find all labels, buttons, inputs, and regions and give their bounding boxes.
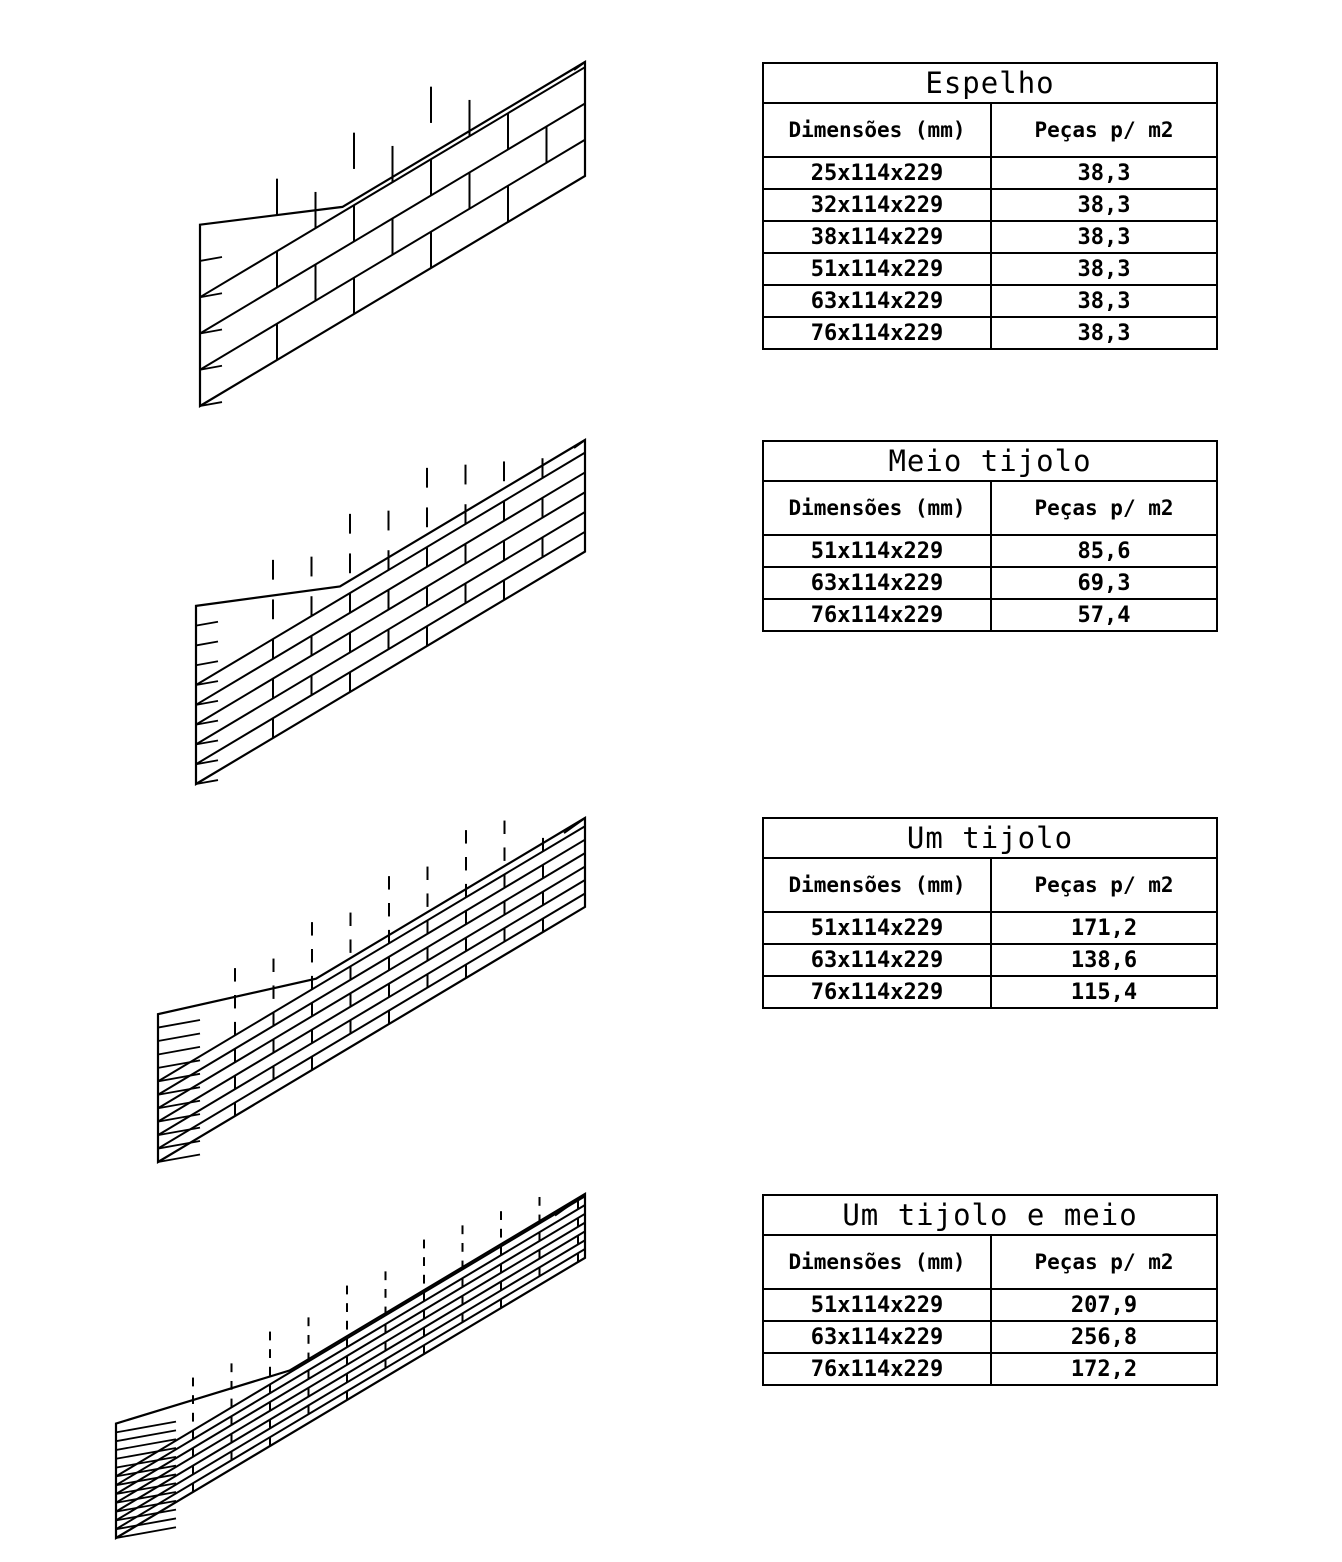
table-um-tijolo-e-meio xyxy=(762,1194,1218,1386)
table-row xyxy=(763,1289,1217,1321)
cell-pieces: 38,3 xyxy=(991,317,1217,349)
table-row xyxy=(763,317,1217,349)
cell-dimensions: 63x114x229 xyxy=(763,944,991,976)
cell-pieces: 38,3 xyxy=(991,221,1217,253)
header-pieces: Peças p/ m2 xyxy=(991,481,1217,535)
cell-pieces: 38,3 xyxy=(991,253,1217,285)
table-title: Meio tijolo xyxy=(763,441,1217,481)
table-row xyxy=(763,944,1217,976)
brick-line xyxy=(116,1223,585,1503)
cell-pieces: 38,3 xyxy=(991,189,1217,221)
wall-drawing-um-tijolo-e-meio xyxy=(60,1172,620,1552)
brick-line xyxy=(116,1240,585,1520)
table-row xyxy=(763,221,1217,253)
brick-line xyxy=(116,1214,585,1494)
table-row xyxy=(763,599,1217,631)
table-row xyxy=(763,1321,1217,1353)
header-pieces: Peças p/ m2 xyxy=(991,103,1217,157)
wall-svg-espelho xyxy=(60,40,620,420)
cell-pieces: 172,2 xyxy=(991,1353,1217,1385)
wall-svg-um-tijolo xyxy=(60,796,620,1176)
brick-line xyxy=(158,867,585,1122)
cell-dimensions: 63x114x229 xyxy=(763,285,991,317)
header-dimensions: Dimensões (mm) xyxy=(763,481,991,535)
cell-pieces: 256,8 xyxy=(991,1321,1217,1353)
brick-line xyxy=(158,853,585,1108)
cell-dimensions: 25x114x229 xyxy=(763,157,991,189)
cell-dimensions: 51x114x229 xyxy=(763,912,991,944)
wall-face xyxy=(196,440,585,784)
cell-pieces: 38,3 xyxy=(991,285,1217,317)
table-title: Um tijolo xyxy=(763,818,1217,858)
cell-dimensions: 76x114x229 xyxy=(763,317,991,349)
cell-pieces: 38,3 xyxy=(991,157,1217,189)
cell-dimensions: 51x114x229 xyxy=(763,1289,991,1321)
header-pieces: Peças p/ m2 xyxy=(991,858,1217,912)
brick-line xyxy=(116,1196,585,1476)
wall-drawing-um-tijolo xyxy=(60,796,620,1176)
cell-dimensions: 76x114x229 xyxy=(763,599,991,631)
brick-line xyxy=(196,472,585,704)
wall-drawing-espelho xyxy=(60,40,620,420)
table-espelho xyxy=(762,62,1218,350)
wall-drawing-meio-tijolo xyxy=(60,418,620,798)
brick-line xyxy=(116,1231,585,1511)
table-row xyxy=(763,912,1217,944)
header-dimensions: Dimensões (mm) xyxy=(763,858,991,912)
table-meio-tijolo xyxy=(762,440,1218,632)
cell-pieces: 207,9 xyxy=(991,1289,1217,1321)
table-row xyxy=(763,535,1217,567)
table-um-tijolo xyxy=(762,817,1218,1009)
table-row xyxy=(763,157,1217,189)
table-title: Espelho xyxy=(763,63,1217,103)
cell-pieces: 69,3 xyxy=(991,567,1217,599)
cell-pieces: 115,4 xyxy=(991,976,1217,1008)
cell-dimensions: 76x114x229 xyxy=(763,976,991,1008)
wall-svg-um-tijolo-e-meio xyxy=(60,1172,620,1552)
cell-pieces: 138,6 xyxy=(991,944,1217,976)
cell-dimensions: 51x114x229 xyxy=(763,535,991,567)
header-dimensions: Dimensões (mm) xyxy=(763,1235,991,1289)
cell-dimensions: 63x114x229 xyxy=(763,567,991,599)
cell-dimensions: 32x114x229 xyxy=(763,189,991,221)
header-dimensions: Dimensões (mm) xyxy=(763,103,991,157)
cell-dimensions: 76x114x229 xyxy=(763,1353,991,1385)
cell-dimensions: 51x114x229 xyxy=(763,253,991,285)
brick-line xyxy=(158,826,585,1081)
wall-svg-meio-tijolo xyxy=(60,418,620,798)
cell-pieces: 57,4 xyxy=(991,599,1217,631)
table-row xyxy=(763,567,1217,599)
cell-pieces: 171,2 xyxy=(991,912,1217,944)
table-row xyxy=(763,253,1217,285)
table-row xyxy=(763,1353,1217,1385)
table-row xyxy=(763,285,1217,317)
table-title: Um tijolo e meio xyxy=(763,1195,1217,1235)
header-pieces: Peças p/ m2 xyxy=(991,1235,1217,1289)
cell-dimensions: 63x114x229 xyxy=(763,1321,991,1353)
cell-pieces: 85,6 xyxy=(991,535,1217,567)
brick-line xyxy=(158,840,585,1095)
brick-line xyxy=(116,1205,585,1485)
table-row xyxy=(763,976,1217,1008)
brick-line xyxy=(116,1249,585,1529)
table-row xyxy=(763,189,1217,221)
cell-dimensions: 38x114x229 xyxy=(763,221,991,253)
